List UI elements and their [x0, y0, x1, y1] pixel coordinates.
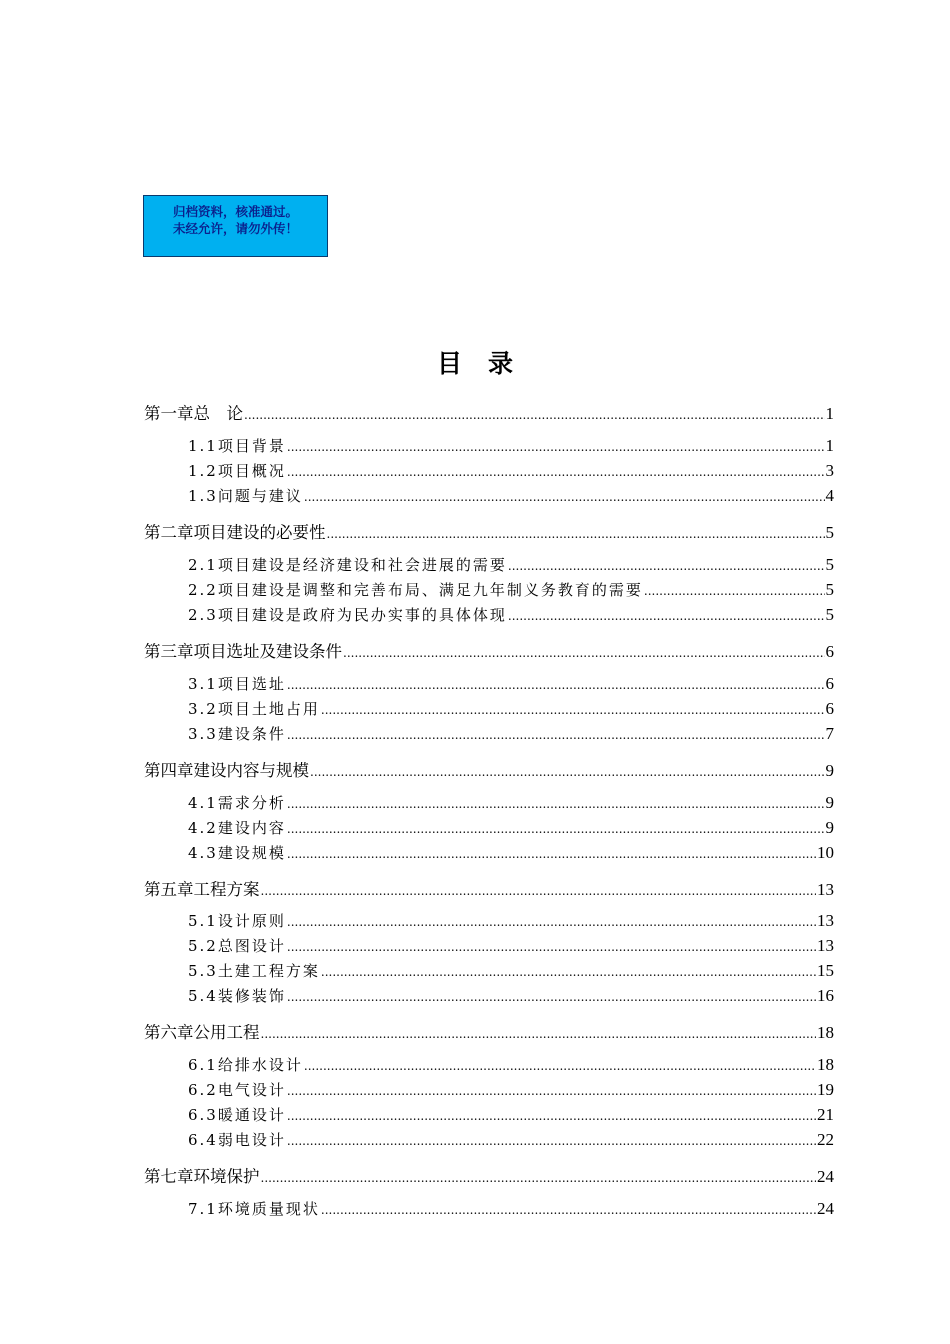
toc-section-entry[interactable] — [188, 910, 834, 931]
toc-entry-number: 5.2 — [188, 937, 218, 955]
toc-dot-leader — [644, 584, 825, 598]
toc-page-number: 15 — [817, 961, 834, 980]
toc-page-number: 5 — [825, 580, 834, 599]
toc-entry-label: 建设条件 — [217, 725, 286, 743]
toc-page-number: 24 — [817, 1167, 834, 1186]
toc-section-entry[interactable] — [188, 1104, 834, 1125]
toc-section-entry[interactable] — [188, 817, 834, 838]
toc-page-number: 5 — [825, 523, 834, 542]
toc-entry-label: 公用工程 — [193, 1023, 260, 1042]
toc-section-entry[interactable] — [188, 723, 834, 744]
toc-entry-number: 4.3 — [188, 844, 218, 862]
toc-entry-number: 3.1 — [188, 675, 218, 693]
toc-dot-leader — [244, 408, 825, 422]
toc-entry-number: 第六章 — [144, 1023, 194, 1042]
toc-entry-label: 总 论 — [193, 404, 243, 423]
toc-title: 目录 — [436, 349, 539, 378]
toc-page-number: 6 — [825, 699, 834, 718]
toc-page-number: 19 — [817, 1080, 834, 1099]
toc-entry-label: 问题与建议 — [217, 487, 303, 505]
toc-entry-label: 项目选址及建设条件 — [193, 642, 342, 661]
toc-section-entry[interactable] — [188, 985, 834, 1006]
toc-entry-number: 6.1 — [188, 1056, 218, 1074]
toc-entry-label: 建设内容与规模 — [193, 761, 309, 780]
toc-chapter-entry[interactable] — [144, 519, 834, 543]
toc-dot-leader — [321, 965, 816, 979]
toc-dot-leader — [287, 728, 825, 742]
toc-entry-label: 环境保护 — [193, 1167, 260, 1186]
toc-chapter-entry[interactable] — [144, 757, 834, 781]
toc-entry-label: 项目建设是调整和完善布局、满足九年制义务教育的需要 — [217, 581, 643, 599]
toc-section-entry[interactable] — [188, 792, 834, 813]
toc-entry-label: 电气设计 — [217, 1081, 286, 1099]
toc-dot-leader — [287, 1109, 816, 1123]
toc-section-entry[interactable] — [188, 673, 834, 694]
toc-dot-leader — [287, 940, 816, 954]
toc-page-number: 7 — [825, 724, 834, 743]
toc-entry-label: 建设规模 — [217, 844, 286, 862]
toc-page-number: 10 — [817, 843, 834, 862]
toc-page-number: 18 — [817, 1055, 834, 1074]
toc-dot-leader — [508, 559, 825, 573]
toc-dot-leader — [287, 465, 825, 479]
toc-entry-number: 5.1 — [188, 912, 218, 930]
toc-section-entry[interactable] — [188, 604, 834, 625]
toc-entry-number: 第三章 — [144, 642, 194, 661]
toc-page-number: 5 — [825, 605, 834, 624]
toc-dot-leader — [261, 884, 817, 898]
toc-page-number: 4 — [825, 486, 834, 505]
toc-section-entry[interactable] — [188, 1198, 834, 1219]
toc-entry-number: 7.1 — [188, 1200, 218, 1218]
toc-entry-label: 暖通设计 — [217, 1106, 286, 1124]
toc-dot-leader — [287, 1084, 816, 1098]
toc-entry-number: 2.3 — [188, 606, 218, 624]
toc-dot-leader — [321, 1203, 816, 1217]
toc-section-entry[interactable] — [188, 435, 834, 456]
toc-entry-number: 6.2 — [188, 1081, 218, 1099]
toc-page-number: 1 — [825, 436, 834, 455]
toc-page-number: 16 — [817, 986, 834, 1005]
toc-section-entry[interactable] — [188, 842, 834, 863]
toc-dot-leader — [287, 915, 816, 929]
toc-page-number: 9 — [825, 793, 834, 812]
toc-dot-leader — [343, 646, 825, 660]
toc-dot-leader — [261, 1171, 817, 1185]
toc-section-entry[interactable] — [188, 1054, 834, 1075]
toc-entry-label: 设计原则 — [217, 912, 286, 930]
toc-chapter-entry[interactable] — [144, 1163, 834, 1187]
toc-entry-label: 装修装饰 — [217, 987, 286, 1005]
toc-dot-leader — [287, 847, 816, 861]
toc-entry-label: 建设内容 — [217, 819, 286, 837]
toc-page-number: 6 — [825, 674, 834, 693]
toc-entry-label: 给排水设计 — [217, 1056, 303, 1074]
toc-entry-number: 第二章 — [144, 523, 194, 542]
toc-entry-label: 项目背景 — [217, 437, 286, 455]
toc-entry-label: 项目建设的必要性 — [193, 523, 326, 542]
archive-stamp — [143, 195, 328, 257]
toc-dot-leader — [287, 678, 825, 692]
toc-entry-number: 6.3 — [188, 1106, 218, 1124]
toc-section-entry[interactable] — [188, 935, 834, 956]
toc-chapter-entry[interactable] — [144, 876, 834, 900]
toc-entry-number: 第七章 — [144, 1167, 194, 1186]
toc-entry-label: 项目建设是经济建设和社会进展的需要 — [217, 556, 507, 574]
toc-dot-leader — [287, 440, 825, 454]
toc-entry-number: 4.1 — [188, 794, 218, 812]
toc-dot-leader — [304, 490, 825, 504]
toc-section-entry[interactable] — [188, 579, 834, 600]
toc-dot-leader — [261, 1027, 817, 1041]
toc-page-number: 13 — [817, 880, 834, 899]
toc-page-number: 9 — [825, 818, 834, 837]
toc-entry-number: 1.2 — [188, 462, 218, 480]
toc-chapter-entry[interactable] — [144, 1019, 834, 1043]
toc-dot-leader — [321, 703, 825, 717]
toc-dot-leader — [304, 1059, 816, 1073]
toc-entry-number: 3.2 — [188, 700, 218, 718]
stamp-line-2: 未经允许，请勿外传！ — [172, 221, 298, 236]
toc-section-entry[interactable] — [188, 960, 834, 981]
toc-chapter-entry[interactable] — [144, 638, 834, 662]
toc-dot-leader — [287, 822, 825, 836]
toc-entry-number: 6.4 — [188, 1131, 218, 1149]
toc-entry-label: 总图设计 — [217, 937, 286, 955]
toc-entry-number: 第四章 — [144, 761, 194, 780]
toc-entry-label: 环境质量现状 — [217, 1200, 320, 1218]
toc-entry-label: 工程方案 — [193, 880, 260, 899]
toc-section-entry[interactable] — [188, 485, 834, 506]
toc-page-number: 13 — [817, 911, 834, 930]
toc-page-number: 3 — [825, 461, 834, 480]
toc-entry-number: 3.3 — [188, 725, 218, 743]
toc-entry-label: 弱电设计 — [217, 1131, 286, 1149]
toc-entry-label: 项目建设是政府为民办实事的具体体现 — [217, 606, 507, 624]
toc-entry-number: 第一章 — [144, 404, 194, 423]
toc-dot-leader — [287, 990, 816, 1004]
toc-page-number: 6 — [825, 642, 834, 661]
toc-chapter-entry[interactable] — [144, 400, 834, 424]
toc-entry-number: 1.1 — [188, 437, 218, 455]
toc-entry-label: 项目土地占用 — [217, 700, 320, 718]
toc-entry-number: 5.4 — [188, 987, 218, 1005]
toc-page-number: 1 — [825, 404, 834, 423]
stamp-line-1: 归档资料，核准通过。 — [172, 204, 298, 219]
toc-dot-leader — [327, 527, 825, 541]
toc-entry-number: 4.2 — [188, 819, 218, 837]
toc-entry-label: 土建工程方案 — [217, 962, 320, 980]
toc-page-number: 13 — [817, 936, 834, 955]
toc-section-entry[interactable] — [188, 698, 834, 719]
toc-section-entry[interactable] — [188, 554, 834, 575]
toc-entry-number: 2.2 — [188, 581, 218, 599]
toc-entry-number: 2.1 — [188, 556, 218, 574]
toc-page-number: 5 — [825, 555, 834, 574]
toc-entry-label: 项目选址 — [217, 675, 286, 693]
toc-entry-label: 需求分析 — [217, 794, 286, 812]
toc-page-number: 22 — [817, 1130, 834, 1149]
toc-page-number: 24 — [817, 1199, 834, 1218]
toc-dot-leader — [310, 765, 825, 779]
toc-section-entry[interactable] — [188, 1129, 834, 1150]
toc-section-entry[interactable] — [188, 1079, 834, 1100]
toc-page-number: 21 — [817, 1105, 834, 1124]
toc-dot-leader — [287, 797, 825, 811]
toc-entry-label: 项目概况 — [217, 462, 286, 480]
toc-entry-number: 第五章 — [144, 880, 194, 899]
toc-dot-leader — [508, 609, 825, 623]
toc-section-entry[interactable] — [188, 460, 834, 481]
toc-entry-number: 1.3 — [188, 487, 218, 505]
toc-dot-leader — [287, 1134, 816, 1148]
toc-page-number: 9 — [825, 761, 834, 780]
toc-page-number: 18 — [817, 1023, 834, 1042]
toc-entry-number: 5.3 — [188, 962, 218, 980]
